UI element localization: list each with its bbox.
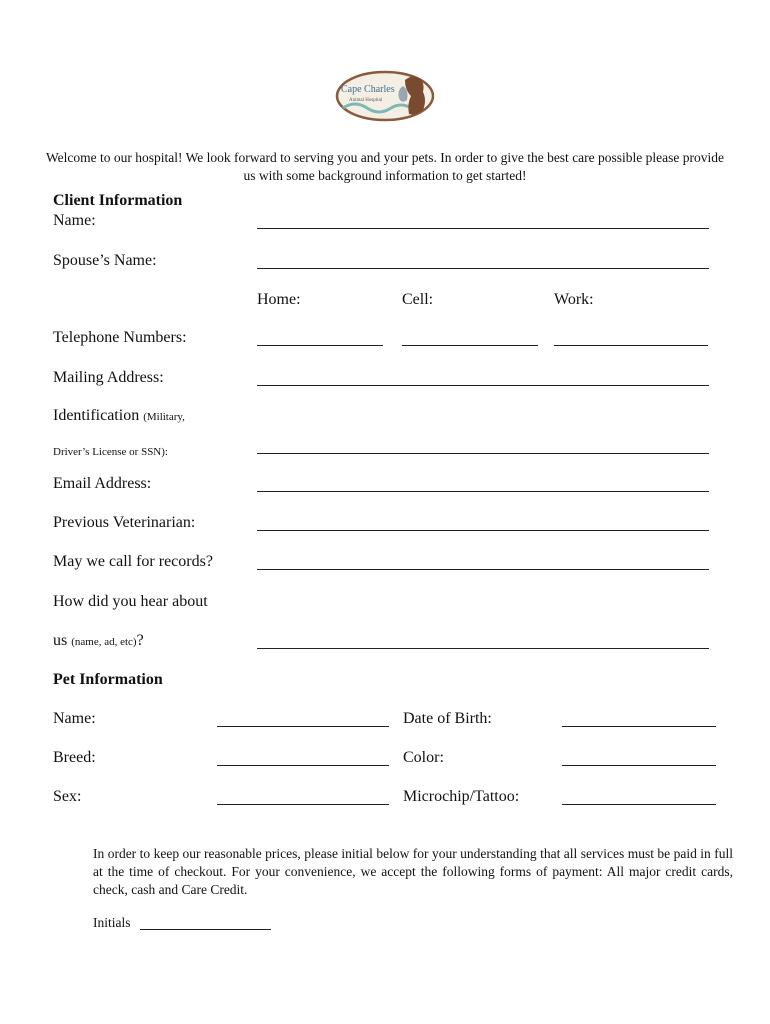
identification-label — [53, 407, 185, 425]
referral-field[interactable] — [257, 648, 709, 649]
sex-label: Sex: — [53, 788, 82, 805]
payment-notice: In order to keep our reasonable prices, please initial below for your understanding that all services must be paid in full at the time of checkout. For your convenience, we accept the following forms of payment: All major credit cards, check, cash and Care Credit. — [93, 846, 733, 897]
logo-graphic — [335, 70, 437, 122]
breed-label: Breed: — [53, 749, 96, 766]
pet-name-field[interactable] — [217, 726, 389, 727]
phone-cell-field[interactable] — [402, 345, 538, 346]
phone-home-label: Home: — [257, 291, 301, 308]
referral-note: (name, ad, etc) — [71, 636, 137, 648]
client-info-heading: Client Information — [53, 192, 183, 209]
phone-cell-label: Cell: — [402, 291, 434, 308]
pet-name-label: Name: — [53, 710, 96, 727]
logo-subtitle: Animal Hospital — [349, 98, 383, 103]
sex-field[interactable] — [217, 804, 389, 805]
client-name-label: Name: — [53, 212, 96, 229]
spouse-name-field[interactable] — [257, 268, 709, 269]
logo-name: Cape Charles — [341, 84, 395, 95]
color-label: Color: — [403, 749, 444, 766]
phone-work-label: Work: — [554, 291, 594, 308]
email-label: Email Address: — [53, 475, 152, 492]
previous-vet-label: Previous Veterinarian: — [53, 514, 196, 531]
email-field[interactable] — [257, 491, 709, 492]
identification-note-line2: Driver’s License or SSN): — [53, 446, 168, 458]
microchip-field[interactable] — [562, 804, 716, 805]
referral-label: How did you hear about — [53, 593, 208, 610]
dob-label: Date of Birth: — [403, 710, 492, 727]
referral-label-line2 — [53, 632, 144, 650]
mailing-address-label: Mailing Address: — [53, 369, 164, 386]
phone-work-field[interactable] — [554, 345, 708, 346]
phone-home-field[interactable] — [257, 345, 383, 346]
breed-field[interactable] — [217, 765, 389, 766]
identification-field[interactable] — [257, 453, 709, 454]
microchip-label: Microchip/Tattoo: — [403, 788, 520, 805]
records-field[interactable] — [257, 569, 709, 570]
intro-text: Welcome to our hospital! We look forward to serving you and your pets. In order to give the best care possible please provide us with some background information to get started! — [45, 150, 725, 183]
referral-us: us — [53, 632, 68, 649]
telephone-label: Telephone Numbers: — [53, 329, 187, 346]
hospital-logo — [335, 70, 437, 122]
mailing-address-field[interactable] — [257, 385, 709, 386]
records-label: May we call for records? — [53, 553, 213, 570]
pet-info-heading: Pet Information — [53, 671, 163, 688]
color-field[interactable] — [562, 765, 716, 766]
identification-label-text: Identification — [53, 407, 140, 424]
client-name-field[interactable] — [257, 228, 709, 229]
identification-note: (Military, — [143, 411, 185, 423]
dob-field[interactable] — [562, 726, 716, 727]
initials-field[interactable] — [140, 929, 271, 930]
spouse-name-label: Spouse’s Name: — [53, 252, 157, 269]
previous-vet-field[interactable] — [257, 530, 709, 531]
referral-question-mark: ? — [136, 632, 144, 649]
initials-label: Initials — [93, 915, 131, 930]
